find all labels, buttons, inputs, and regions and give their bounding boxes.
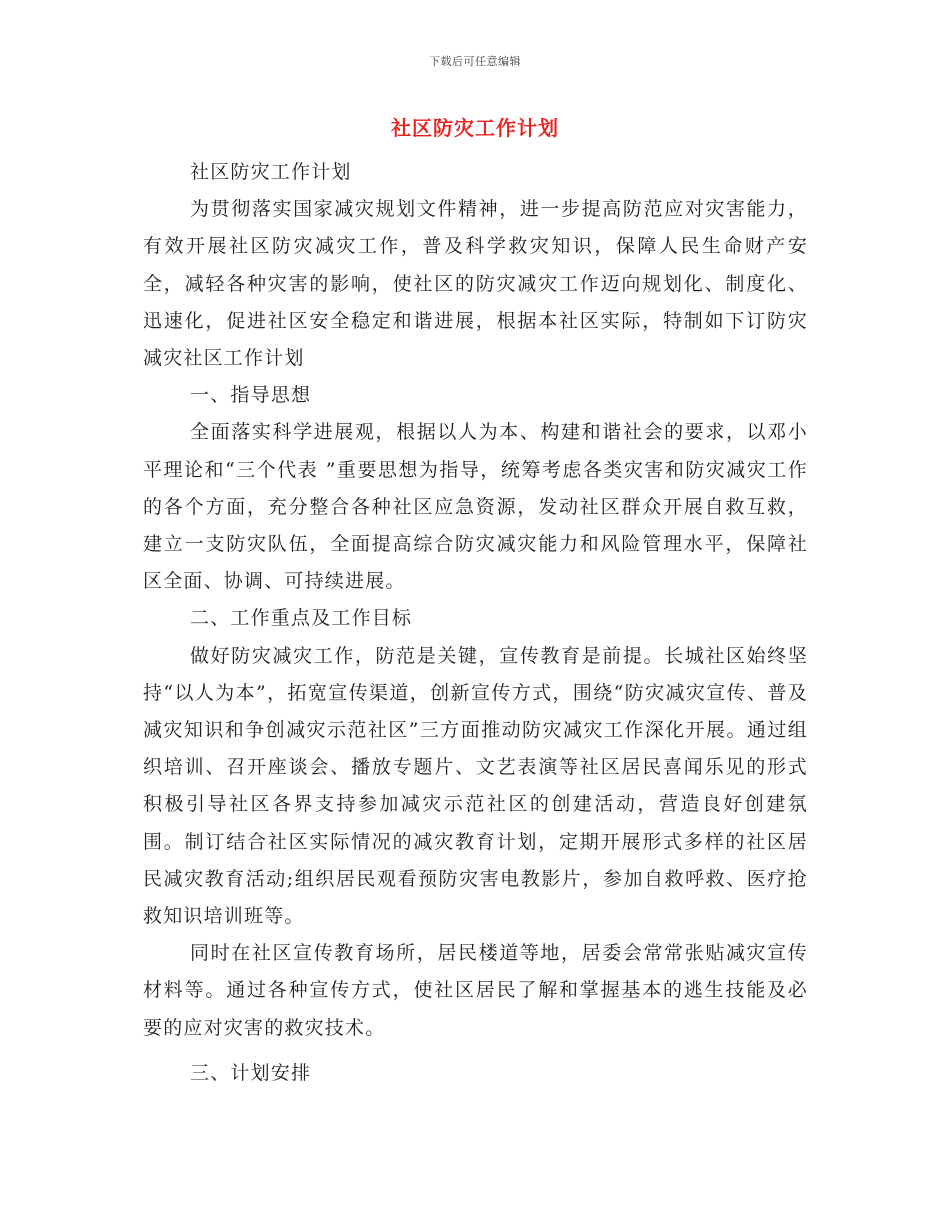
header-note: 下载后可任意编辑 <box>429 55 521 68</box>
section-heading-work-focus: 二、工作重点及工作目标 <box>190 607 413 630</box>
document-title: 社区防灾工作计划 <box>391 116 559 140</box>
intro-paragraph: 为贯彻落实国家减灾规划文件精神，进一步提高防范应对灾害能力，有效开展社区防灾减灾工作，普及科学救灾知识，保障人民生命财产安全，减轻各种灾害的影响，使社区的防灾减灾工作迈向规划化、制度化、迅速化，促进社区安全稳定和谐进展，根据本社区实际，特制如下订防灾减灾社区工作计划 <box>143 198 808 370</box>
document-body <box>143 154 808 1092</box>
section-heading-guiding-thought: 一、指导思想 <box>190 384 312 407</box>
publicity-paragraph: 同时在社区宣传教育场所，居民楼道等地，居委会常常张贴减灾宣传材料等。通过各种宣传方式，使社区居民了解和掌握基本的逃生技能及必要的应对灾害的救灾技术。 <box>143 942 808 1039</box>
section-heading-plan: 三、计划安排 <box>190 1061 312 1084</box>
work-focus-paragraph: 做好防灾减灾工作，防范是关键，宣传教育是前提。长城社区始终坚持“以人为本”，拓宽宣传渠道，创新宣传方式，围绕“防灾减灾宣传、普及减灾知识和争创减灾示范社区”三方面推动防灾减灾工作深化开展。通过组织培训、召开座谈会、播放专题片、文艺表演等社区居民喜闻乐见的形式积极引导社区各界支持参加减灾示范社区的创建活动，营造良好创建氛围。制订结合社区实际情况的减灾教育计划，定期开展形式多样的社区居民减灾教育活动;组织居民观看预防灾害电教影片，参加自救呼救、医疗抢救知识培训班等。 <box>143 644 808 928</box>
guiding-thought-paragraph: 全面落实科学进展观，根据以人为本、构建和谐社会的要求，以邓小平理论和“三个代表 ”重要思想为指导，统筹考虑各类灾害和防灾减灾工作的各个方面，充分整合各种社区应急资源，发动社区群众开展自救互救，建立一支防灾队伍，全面提高综合防灾减灾能力和风险管理水平，保障社区全面、协调、可持续进展。 <box>143 421 808 593</box>
subtitle-line: 社区防灾工作计划 <box>190 161 352 183</box>
